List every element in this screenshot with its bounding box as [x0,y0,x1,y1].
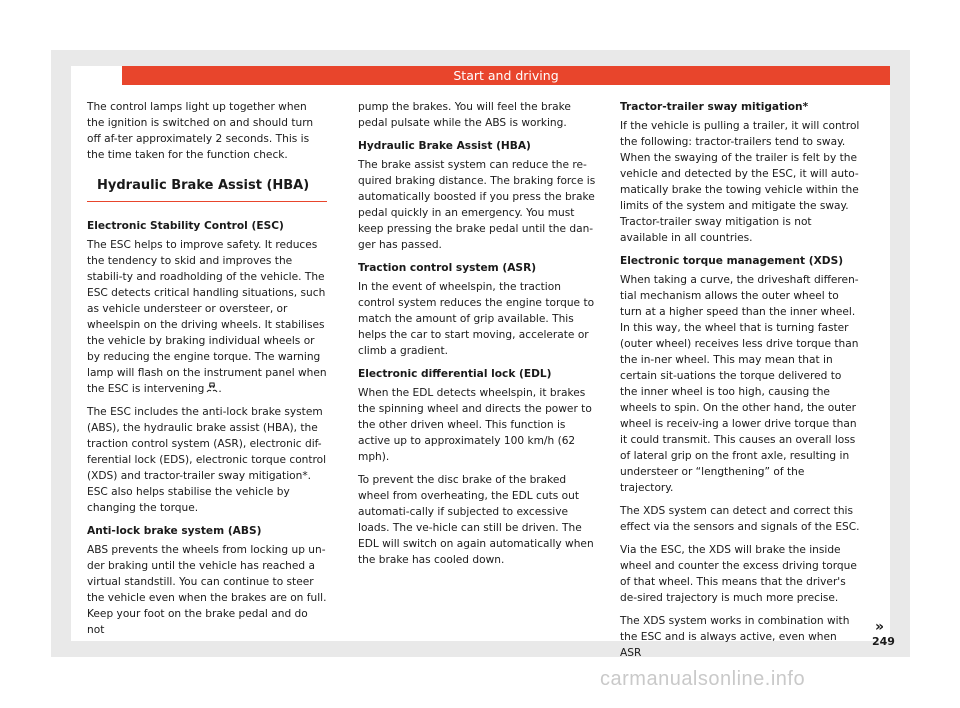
section-title: Hydraulic Brake Assist (HBA) [87,178,327,202]
xds-paragraph-4: The XDS system works in combination with the ESC and is always active, even when ASR [620,615,850,659]
esc-heading: Electronic Stability Control (ESC) [87,220,284,232]
manual-page [71,66,895,659]
xds-paragraph-2: The XDS system can detect and correct this effect via the sensors and signals of the ESC. [620,505,860,533]
esc-paragraph-1-end: . [218,383,222,395]
tsm-paragraph: If the vehicle is pulling a trailer, it will control the following: tractor-trailers tend to sway. When the swaying of the trailer is felt by the vehicle and detected by the ESC, it will auto-matically brake the towing vehicle within the limits of the system and mitigate the sway. Tractor-trailer sway mitigation is not available in all countries. [620,120,860,244]
column-2 [358,99,598,575]
tsm-heading: Tractor-trailer sway mitigation* [620,101,809,113]
intro-paragraph: The control lamps light up together when the ignition is switched on and should turn off af-ter approximately 2 seconds. This is the time taken for the function check. [87,101,314,161]
esc-paragraph-2: The ESC includes the anti-lock brake system (ABS), the hydraulic brake assist (HBA), the traction control system (ASR), electronic dif-ferential lock (EDS), electronic torque control (XDS) and tractor-trailer sway mitigation*. ESC also helps stabilise the vehicle by changing the torque. [87,406,327,514]
esc-paragraph-1-text: The ESC helps to improve safety. It reduces the tendency to skid and improves the stabili-ty and roadholding of the vehicle. The ESC detects critical handling situations, such as vehicle understeer or oversteer, or wheelspin on the driving wheels. It stabilises the vehicle by braking individual wheels or by reducing the engine torque. The warning lamp will flash on the instrument panel when the ESC is intervening [87,239,327,395]
column-3 [620,99,860,668]
xds-paragraph-1: When taking a curve, the driveshaft differen-tial mechanism allows the outer wheel to turn at a higher speed than the inner wheel. In this way, the wheel that is turning faster (outer wheel) receives less drive torque than the in-ner wheel. This may mean that in certain sit-uations the torque delivered to the inner wheel is too high, causing the wheels to spin. On the other hand, the outer wheel is receiv-ing a lower drive torque than it could transmit. This causes an overall loss of lateral grip on the front axle, resulting in understeer or “lengthening” of the trajectory. [620,274,859,494]
chapter-header: Start and driving [122,66,890,85]
column-1 [87,99,327,645]
hba-heading: Hydraulic Brake Assist (HBA) [358,140,531,152]
abs-paragraph-continued: pump the brakes. You will feel the brake pedal pulsate while the ABS is working. [358,101,571,129]
xds-heading: Electronic torque management (XDS) [620,255,844,267]
edl-paragraph-1: When the EDL detects wheelspin, it brakes the spinning wheel and directs the power to the other driven wheel. This function is active up to approximately 100 km/h (62 mph). [358,387,592,463]
watermark: carmanualsonline.info [600,668,806,690]
xds-paragraph-3: Via the ESC, the XDS will brake the inside wheel and counter the excess driving torque of that wheel. This means that the driver's de-sired trajectory is much more precise. [620,544,857,604]
esc-paragraph-1 [87,237,327,397]
edl-paragraph-2: To prevent the disc brake of the braked wheel from overheating, the EDL cuts out automati-cally if subjected to excessive loads. The ve-hicle can still be driven. The EDL will switch on again automatically when the brake has cooled down. [358,474,594,566]
page-number: 249 [872,635,895,648]
continued-icon: » [875,619,885,635]
esc-warning-icon [206,382,218,393]
abs-paragraph: ABS prevents the wheels from locking up un-der braking until the vehicle has reached a virtual standstill. You can continue to steer the vehicle even when the brakes are on full. Keep your foot on the brake pedal and do not [87,544,327,636]
asr-paragraph: In the event of wheelspin, the traction control system reduces the engine torque to match the amount of grip available. This helps the car to start moving, accelerate or climb a gradient. [358,281,595,357]
hba-paragraph: The brake assist system can reduce the re-quired braking distance. The braking force is automatically boosted if you press the brake pedal quickly in an emergency. You must keep pressing the brake pedal until the dan-ger has passed. [358,159,596,251]
page-sheet [51,50,910,657]
edl-heading: Electronic differential lock (EDL) [358,368,552,380]
abs-heading: Anti-lock brake system (ABS) [87,525,262,537]
asr-heading: Traction control system (ASR) [358,262,537,274]
